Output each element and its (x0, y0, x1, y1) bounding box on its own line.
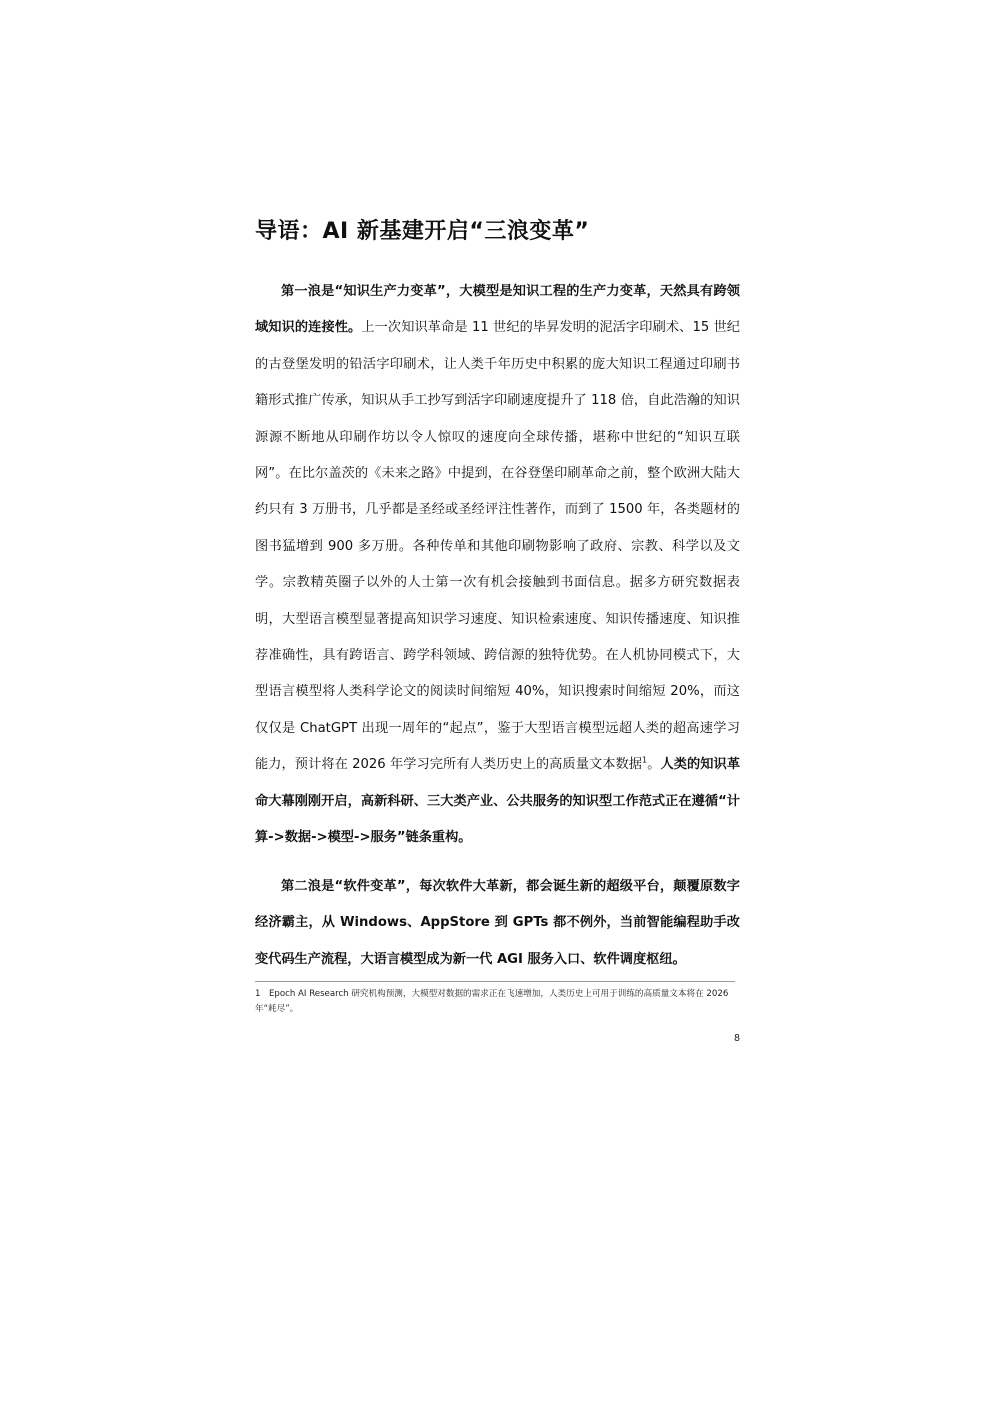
page-number: 8 (733, 1033, 740, 1044)
footnote-text: Epoch AI Research 研究机构预测，大模型对数据的需求正在飞速增加，人类历史上可用于训练的高质量文本将在 2026 年“耗尽”。 (255, 989, 729, 1014)
first-wave-conclusion: 人类的知识革命大幕刚刚开启，高新科研、三大类产业、公共服务的知识型工作范式正在遵循“计算->数据->模型->服务”链条重构。 (255, 757, 741, 846)
footnote-number: 1 (255, 989, 261, 999)
first-wave-lead: 第一浪是“知识生产力变革”，大模型是知识工程的生产力变革，天然具有跨领域知识的连接性。 (255, 284, 740, 336)
footnote-divider (255, 981, 735, 982)
footnote-reference[interactable]: 1 (642, 755, 648, 765)
section-heading: 导语：AI 新基建开启“三浪变革” (255, 219, 590, 244)
second-wave-lead: 第二浪是“软件变革”，每次软件大革新，都会诞生新的超级平台，颠覆原数字经济霸主，从 Windows、AppStore 到 GPTs 都不例外，当前智能编程助手改变代码生产流程，大语言模型成为新一代 AGI 服务入口、软件调度枢纽。 (255, 879, 740, 967)
first-wave-body: 上一次知识革命是 11 世纪的毕昇发明的泥活字印刷术、15 世纪的古登堡发明的铅活字印刷术，让人类千年历史中积累的庞大知识工程通过印刷书籍形式推广传承，知识从手工抄写到活字印刷速度提升了 118 倍，自此浩瀚的知识源源不断地从印刷作坊以令人惊叹的速度向全球传播，堪称中世纪的“知识互联网”。在比尔盖茨的《未来之路》中提到，在谷登堡印刷革命之前，整个欧洲大陆大约只有 3 万册书，几乎都是圣经或圣经评注性著作，而到了 1500 年，各类题材的图书猛增到 900 多万册。各种传单和其他印刷物影响了政府、宗教、科学以及文学。宗教精英圈子以外的人士第一次有机会接触到书面信息。据多方研究数据表明，大型语言模型显著提高知识学习速度、知识检索速度、知识传播速度、知识推荐准确性，具有跨语言、跨学科领域、跨信源的独特优势。在人机协同模式下，大型语言模型将人类科学论文的阅读时间缩短 40%，知识搜索时间缩短 20%，而这仅仅是 ChatGPT 出现一周年的“起点”，鉴于大型语言模型远超人类的超高速学习能力，预计将在 2026 年学习完所有人类历史上的高质量文本数据 (255, 320, 740, 773)
paragraph-first-wave (255, 274, 740, 857)
footnote (255, 987, 740, 1017)
paragraph-second-wave (255, 869, 740, 978)
first-wave-period: 。 (647, 757, 661, 773)
